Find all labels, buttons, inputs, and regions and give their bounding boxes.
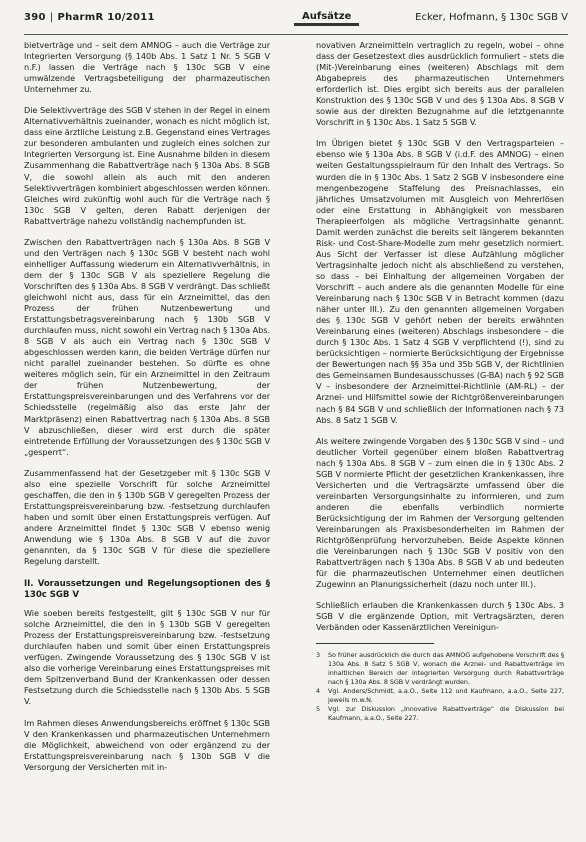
paragraph: Wie soeben bereits festgestellt, gilt § 130c SGB V nur für solche Arzneimittel, die den in § 130b SGB V geregelten Prozess der Erstattungspreisvereinbarung bzw. -festsetzung durchlaufen haben und somit über einen Erstattungspreis verfügen. Zwingende Voraussetzung des § 130c SGB V ist also die vorherige Vereinbarung eines Erstattungspreises mit dem Spitzenverband Bund der Krankenkassen oder dessen Festsetzung durch die Schiedsstelle nach § 130b Abs. 5 SGB V. xyxy=(24,608,270,707)
paragraph: novativen Arzneimitteln vertraglich zu regeln, wobei – ohne dass der Gesetzestext dies ausdrücklich formuliert – stets die (Mit-)Vereinbarung eines (weiteren) Abschlags mit dem Abgabepreis des pharmazeutischen Unternehmers erforderlich ist. Dies ergibt sich bereits aus der parallelen Konstruktion des § 130c SGB V und des § 130a Abs. 8 SGB V sowie aus der direkten Bezugnahme auf die letztgenannte Vorschrift in § 130c Abs. 1 Satz 5 SGB V. xyxy=(316,40,564,128)
footnotes xyxy=(316,651,564,723)
footnote-number: 3 xyxy=(316,651,321,660)
paragraph: bietverträge und – seit dem AMNOG – auch die Verträge zur Integrierten Versorgung (§ 140b Abs. 1 Satz 1 Nr. 5 SGB V n.F.) lassen die Verträge nach § 130c SGB V eine umwälzende Vertragsbeteiligung der pharmazeutischen Unternehmer zu. xyxy=(24,40,270,95)
page-info: 390 | PharmR 10/2011 xyxy=(24,12,155,23)
left-column xyxy=(24,40,270,783)
paragraph: Im Rahmen dieses Anwendungsbereichs eröffnet § 130c SGB V den Krankenkassen und pharmazeutischen Unternehmern die Möglichkeit, abweichend von oder ergänzend zu der Erstattungspreisvereinbarung nach § 130b SGB V die Versorgung der Versicherten mit in- xyxy=(24,717,270,772)
paragraph: Die Selektivverträge des SGB V stehen in der Regel in einem Alternativverhältnis zueinander, wonach es nicht möglich ist, dass eine ärztliche Leistung z.B. Gegenstand eines Vertrages zur besonderen ambulanten und zugleich eines solchen zur Integrierten Versorgung ist. Eine Ausnahme bilden in diesem Zusammenhang die Rabattverträge nach § 130a Abs. 8 SGB V, die sowohl allein als auch mit den anderen Selektivverträgen kombiniert abgeschlossen werden können. Gleiches wird zukünftig wohl auch für die Verträge nach § 130c SGB V gelten, deren Rabatt derjenigen der Rabattverträge nahezu vollständig nachempfunden ist. xyxy=(24,105,271,226)
section-title: Aufsätze xyxy=(294,10,359,26)
footnote-rule xyxy=(316,643,434,648)
paragraph: Als weitere zwingende Vorgaben des § 130c SGB V sind – und deutlicher Vorteil gegenüber einem bloßen Rabattvertrag nach § 130a Abs. 8 SGB V – zum einen die in § 130c Abs. 2 SGB V normierte Pflicht der gesetzlichen Krankenkassen, ihre Versicherten und die Vertragsärzte umfassend über die vereinbarten Versorgungsinhalte zu informieren, und zum anderen die ebenfalls verbindlich normierte Berücksichtigung der im Rahmen der Versorgung geltenden Vereinbarungen als Praxisbesonderheiten im Rahmen der Richtgrößenprüfung hervorzuheben. Beide Aspekte können die Vereinbarungen nach § 130c SGB V positiv von den Rabattverträgen nach § 130a Abs. 8 SGB V ab und bedeuten für die pharmazeutischen Unternehmer einen deutlichen Zugewinn an Planungssicherheit (dazu noch unter III.). xyxy=(316,435,564,590)
footnote xyxy=(316,705,564,723)
footnote xyxy=(316,687,564,705)
right-column xyxy=(316,40,564,723)
section-heading: II. Voraussetzungen und Regelungsoptionen des § 130c SGB V xyxy=(24,579,270,601)
footnote-number: 5 xyxy=(316,705,321,714)
footnote-text: So früher ausdrücklich die durch das AMNOG aufgehobene Vorschrift des § 130a Abs. 8 Satz 5 SGB V, wonach die Arznei- und Rabattverträge im inhaltlichen Bereich der integrierten Versorgung durch Rabattverträge nach § 130a Abs. 8 SGB V verdrängt wurden. xyxy=(328,651,564,687)
page-number: 390 xyxy=(24,12,46,23)
paragraph: Zwischen den Rabattverträgen nach § 130a Abs. 8 SGB V und den Verträgen nach § 130c SGB V besteht nach wohl einhelliger Auffassung wiederum ein Alternativverhältnis, in dem der § 130c SGB V als speziellere Regelung die Vorschriften des § 130a Abs. 8 SGB V verdrängt. Das schließt gleichwohl nicht aus, dass für ein Arzneimittel, das den Prozess der frühen Nutzenbewertung und Erstattungsbetragsvereinbarung nach § 130b SGB V durchlaufen muss, nicht sowohl ein Vertrag nach § 130a Abs. 8 SGB V als auch ein Vertrag nach § 130c SGB V abgeschlossen werden kann, die beiden Verträge dürfen nur nicht parallel zueinander bestehen. So dürfte es ohne weiteres möglich sein, für ein Arzneimittel in den Zeitraum der frühen Nutzenbewertung, der Erstattungspreisvereinbarungen und des Verfahrens vor der Schiedsstelle (regelmäßig also das erste Jahr der Marktpräsenz) einen Rabattvertrag nach § 130a Abs. 8 SGB V abzuschließen, dieser wird erst durch die später eintretende Erfüllung der Voraussetzungen des § 130c SGB V „gesperrt“. xyxy=(24,236,270,457)
paragraph: Im Übrigen bietet § 130c SGB V den Vertragsparteien – ebenso wie § 130a Abs. 8 SGB V (i.d.F. des AMNOG) – einen weiten Gestaltungsspielraum für den Inhalt des Vertrags. So wurden die in § 130c Abs. 1 Satz 2 SGB V insbesondere eine mengenbezogene Staffelung des Preisnachlasses, ein jährliches Umsatzvolumen mit Ausgleich von Mehrerlösen oder eine Erstattung in Abhängigkeit von messbaren Therapieerfolgen als mögliche Vertragsinhalte genannt. Damit werden zunächst die bereits seit längerem bekannten Risk- und Cost-Share-Modelle zum mehr gesetzlich normiert. Aus Sicht der Verfasser ist diese Aufzählung möglicher Vertragsinhalte jedoch nicht als abschließend zu verstehen, so dass – bei Einhaltung der allgemeinen Vorgaben der Vorschrift – auch andere als die genannten Modelle für eine Vereinbarung nach § 130c SGB V in Betracht kommen (dazu näher unter III.). Zu den genannten allgemeinen Vorgaben des § 130c SGB V gehört neben der bereits erwähnten Vereinbarung eines (weiteren) Abschlags insbesondere – die durch § 130c Abs. 1 Satz 4 SGB V verpflichtend (!), sind zu berücksichtigen – normierte Berücksichtigung der Ergebnisse der Bewertungen nach §§ 35a und 35b SGB V, der Richtlinien des Gemeinsamen Bundesausschusses (G-BA) nach § 92 SGB V – insbesondere der Arzneimittel-Richtlinie (AM-RL) – der Arznei- und Hilfsmittel sowie der Richtgrößenvereinbarungen nach § 84 SGB V und schließlich der Informationen nach § 73 Abs. 8 Satz 1 SGB V. xyxy=(316,138,564,425)
running-head: Ecker, Hofmann, § 130c SGB V xyxy=(415,12,568,23)
page-header xyxy=(24,8,568,35)
footnote xyxy=(316,651,564,687)
footnote-number: 4 xyxy=(316,687,321,696)
paragraph: Schließlich erlauben die Krankenkassen durch § 130c Abs. 3 SGB V die ergänzende Option, mit Vertragsärzten, deren Verbänden oder Kassenärztlichen Vereinigun- xyxy=(316,600,564,633)
footnote-text: Vgl. Anders/Schmidt, a.a.O., Seite 112 und Kaufmann, a.a.O., Seite 227, jeweils m.w.N. xyxy=(328,687,564,705)
footnote-text: Vgl. zur Diskussion „Innovative Rabattverträge“ die Diskussion bei Kaufmann, a.a.O., Seite 227. xyxy=(328,705,564,723)
journal-name: PharmR 10/2011 xyxy=(57,12,155,23)
paragraph: Zusammenfassend hat der Gesetzgeber mit § 130c SGB V also eine spezielle Vorschrift für solche Arzneimittel geschaffen, die den in § 130b SGB V geregelten Prozess der Erstattungspreisvereinbarung bzw. -festsetzung durchlaufen haben und somit über einen Erstattungspreis verfügen. Auf andere Arzneimittel findet § 130c SGB V ebenso wenig Anwendung wie § 130a Abs. 8 SGB V auf die zuvor genannten, da § 130c SGB V für diese die speziellere Regelung darstellt. xyxy=(24,467,270,567)
